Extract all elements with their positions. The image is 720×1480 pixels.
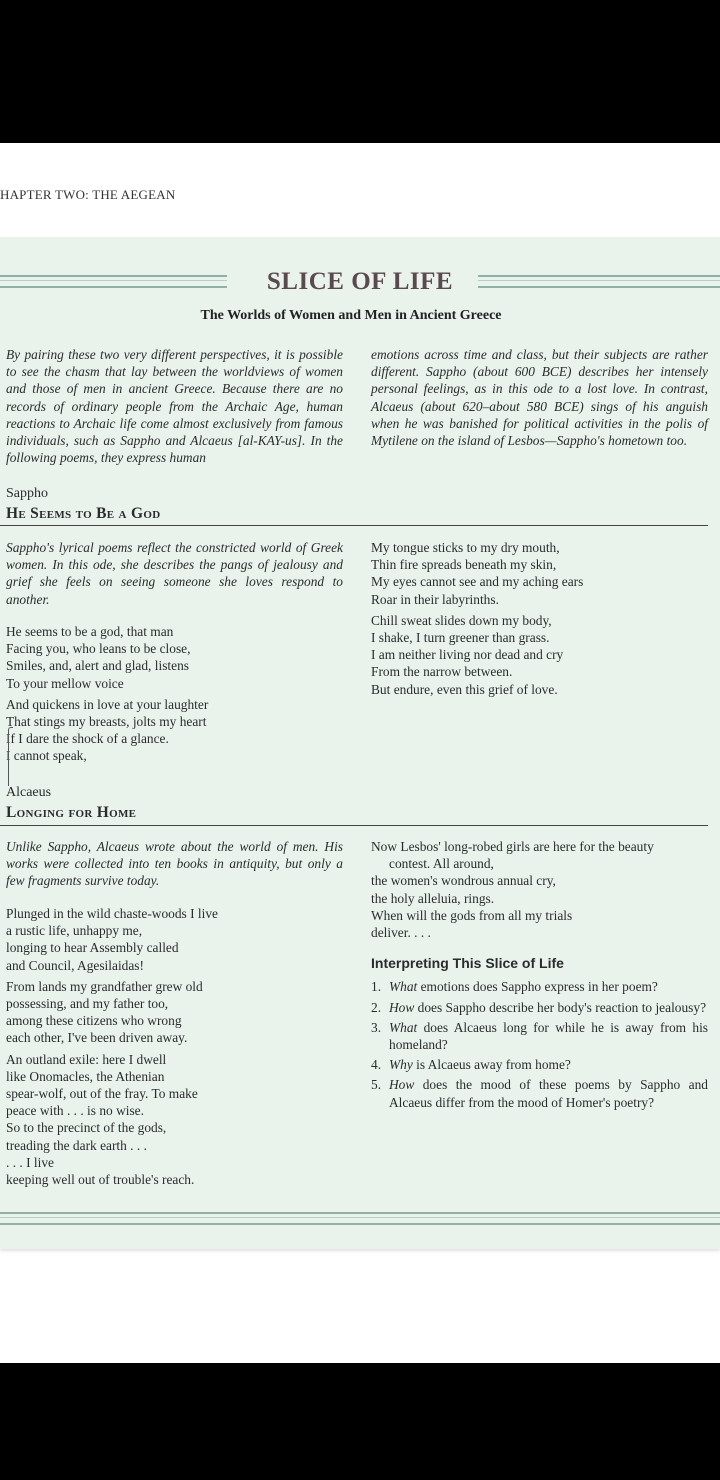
sappho-poem-title: He Seems to Be a God xyxy=(6,505,161,522)
alcaeus-line: like Onomacles, the Athenian xyxy=(6,1068,165,1084)
question-item xyxy=(371,1056,708,1073)
sappho-poem-left xyxy=(6,623,343,769)
sappho-line: That stings my breasts, jolts my heart xyxy=(6,714,207,730)
sappho-line: Thin fire spreads beneath my skin, xyxy=(371,557,557,573)
question-lead-word: How xyxy=(389,1077,415,1093)
alcaeus-line: keeping well out of trouble's reach. xyxy=(6,1172,195,1188)
alcaeus-right-column xyxy=(371,838,708,1114)
question-number: 1. xyxy=(371,979,382,995)
alcaeus-line: among these citizens who wrong xyxy=(6,1013,182,1029)
alcaeus-line: When will the gods from all my trials xyxy=(371,907,573,923)
sappho-line: My tongue sticks to my dry mouth, xyxy=(371,540,560,555)
sappho-note: Sappho's lyrical poems reflect the constricted world of Greek women. In this ode, she describes the pangs of jealousy and grief she feels on seeing someone she loves respond to another. xyxy=(6,540,343,607)
running-head: HAPTER TWO: THE AEGEAN xyxy=(0,187,176,202)
bottom-black-bar xyxy=(0,1363,720,1480)
alcaeus-line: From lands my grandfather grew old xyxy=(6,978,203,994)
panel-bottom-rule xyxy=(0,1212,720,1225)
sappho-line: Chill sweat slides down my body, xyxy=(371,612,552,628)
sappho-stanza xyxy=(6,623,343,692)
question-number: 3. xyxy=(371,1019,382,1035)
alcaeus-stanza xyxy=(6,978,343,1047)
intro-right-text: emotions across time and class, but their subjects are rather different. Sappho (about 600 BCE) describes her intensely personal feelings, as in this ode to a lost love. In contrast, Alcaeus (about 620–about 580 BCE) sings of his anguish when he was banished for political activities in the polis of Mytilene on the island of Lesbos—Sappho's hometown too. xyxy=(371,347,708,449)
alcaeus-poem-left xyxy=(6,905,343,1192)
question-number: 2. xyxy=(371,999,382,1015)
sappho-line: I am neither living nor dead and cry xyxy=(371,647,564,663)
alcaeus-line: the holy alleluia, rings. xyxy=(371,890,495,906)
sappho-author: Sappho xyxy=(6,486,48,501)
sappho-line: To your mellow voice xyxy=(6,675,124,691)
alcaeus-line: the women's wondrous annual cry, xyxy=(371,873,556,889)
sappho-stanza xyxy=(371,612,708,698)
question-text: does Alcaeus long for while he is away from his homeland? xyxy=(389,1019,708,1053)
sappho-line: If I dare the shock of a glance. xyxy=(6,731,169,747)
sappho-line: My eyes cannot see and my aching ears xyxy=(371,574,584,590)
alcaeus-note: Unlike Sappho, Alcaeus wrote about the world of men. His works were collected into ten books in antiquity, but only a few fragments survive today. xyxy=(6,839,343,889)
alcaeus-author: Alcaeus xyxy=(6,785,52,800)
top-black-bar xyxy=(0,0,720,143)
question-number: 4. xyxy=(371,1057,382,1073)
sappho-line: Facing you, who leans to be close, xyxy=(6,641,191,657)
alcaeus-line: Plunged in the wild chaste-woods I live xyxy=(6,906,218,921)
question-lead-word: How xyxy=(389,999,415,1015)
question-item xyxy=(371,1019,708,1053)
alcaeus-stanza xyxy=(6,905,343,974)
sappho-stanza xyxy=(371,539,708,608)
alcaeus-line: peace with . . . is no wise. xyxy=(6,1103,144,1119)
margin-bracket xyxy=(8,727,13,786)
intro-left-text: By pairing these two very different perspectives, it is possible to see the chasm that lay between the worldviews of women and those of men in ancient Greece. Because there are no records of ordinary people from the Archaic Age, human reactions to Archaic life come almost exclusively from famous individuals, such as Sappho and Alcaeus [al-KAY-us]. In the following poems, they express human xyxy=(6,347,343,466)
sappho-line: But endure, even this grief of love. xyxy=(371,681,558,697)
question-item xyxy=(371,1076,708,1110)
question-lead-word: Why xyxy=(389,1057,413,1073)
question-lead-word: What xyxy=(389,979,418,995)
sappho-line: I shake, I turn greener than grass. xyxy=(371,630,550,646)
sappho-line: Roar in their labyrinths. xyxy=(371,591,499,607)
alcaeus-line: So to the precinct of the gods, xyxy=(6,1120,167,1136)
alcaeus-line: and Council, Agesilaidas! xyxy=(6,957,144,973)
question-text: is Alcaeus away from home? xyxy=(412,1057,571,1073)
sappho-line: From the narrow between. xyxy=(371,664,513,680)
sappho-line: I cannot speak, xyxy=(6,748,87,764)
alcaeus-line: treading the dark earth . . . xyxy=(6,1137,147,1153)
alcaeus-poem-title: Longing for Home xyxy=(6,804,137,821)
question-number: 5. xyxy=(371,1077,382,1093)
alcaeus-line: contest. All around, xyxy=(389,856,494,872)
sappho-line: Smiles, and, alert and glad, listens xyxy=(6,658,189,674)
alcaeus-line: each other, I've been driven away. xyxy=(6,1030,188,1046)
sappho-line: And quickens in love at your laughter xyxy=(6,696,209,712)
question-item xyxy=(371,978,708,995)
alcaeus-line: . . . I live xyxy=(6,1154,54,1170)
sappho-stanza xyxy=(6,696,343,765)
alcaeus-line: An outland exile: here I dwell xyxy=(6,1051,167,1067)
feature-title: SLICE OF LIFE xyxy=(266,268,454,295)
sappho-divider xyxy=(0,525,708,526)
alcaeus-line: deliver. . . . xyxy=(371,925,431,941)
questions-list xyxy=(371,978,708,1110)
sappho-line: He seems to be a god, that man xyxy=(6,624,174,639)
alcaeus-divider xyxy=(0,825,708,826)
alcaeus-line: possessing, and my father too, xyxy=(6,996,169,1012)
alcaeus-line: a rustic life, unhappy me, xyxy=(6,923,143,939)
alcaeus-line: spear-wolf, out of the fray. To make xyxy=(6,1086,198,1102)
alcaeus-line: longing to hear Assembly called xyxy=(6,940,179,956)
question-text: does Sappho describe her body's reaction to jealousy? xyxy=(414,999,707,1015)
alcaeus-poem-right xyxy=(371,838,708,941)
alcaeus-line: Now Lesbos' long-robed girls are here for the beauty xyxy=(371,839,654,854)
feature-subtitle: The Worlds of Women and Men in Ancient Greece xyxy=(200,308,502,323)
question-lead-word: What xyxy=(389,1019,418,1035)
question-text: emotions does Sappho express in her poem? xyxy=(417,979,658,995)
alcaeus-stanza xyxy=(6,1051,343,1189)
question-item xyxy=(371,999,708,1016)
question-text: does the mood of these poems by Sappho and Alcaeus differ from the mood of Homer's poetry? xyxy=(389,1077,708,1110)
questions-heading: Interpreting This Slice of Life xyxy=(371,955,564,972)
sappho-poem-right xyxy=(371,539,708,702)
